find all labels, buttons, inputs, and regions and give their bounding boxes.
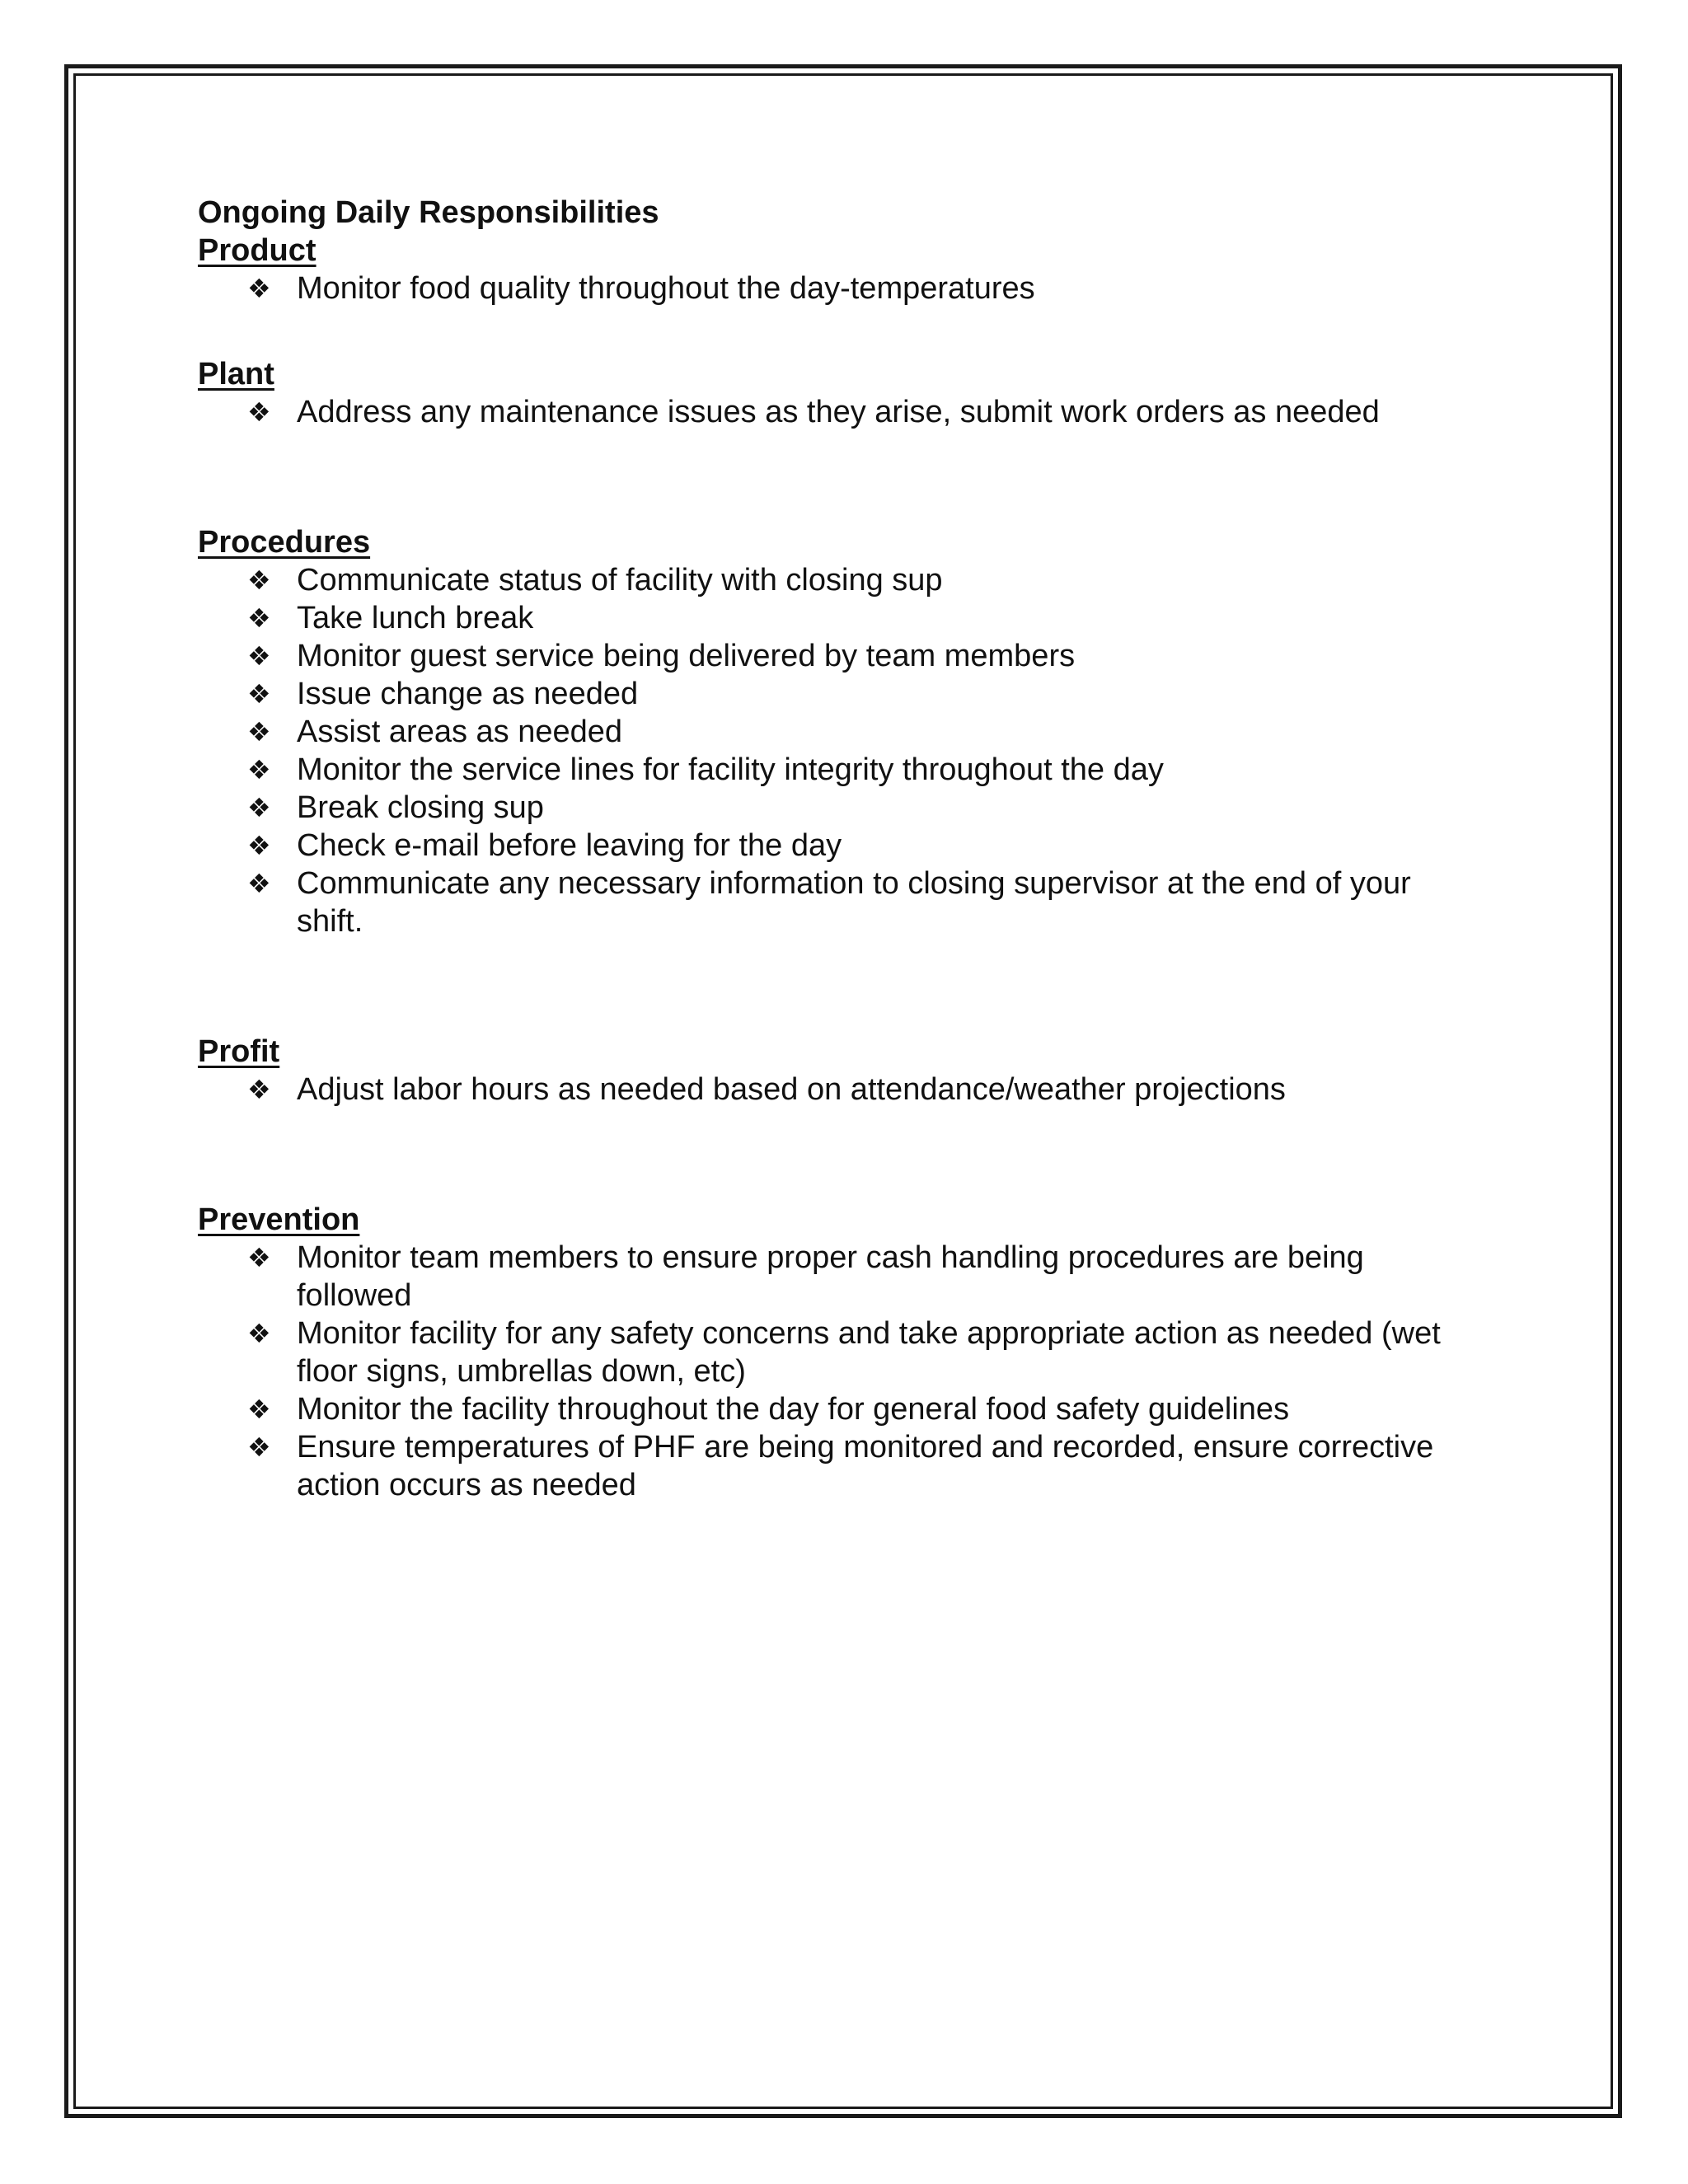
prevention-list (198, 1239, 1484, 1504)
procedures-list (198, 561, 1484, 940)
section-heading-profit: Profit (198, 1034, 280, 1069)
product-list (198, 269, 1484, 307)
list-item: ❖ Issue change as needed (247, 677, 639, 711)
list-item: ❖ Take lunch break (247, 601, 534, 635)
list-item: ❖ Communicate any necessary information to closing supervisor at the end of your shift. (247, 866, 1411, 939)
diamond-bullet-icon: ❖ (247, 830, 271, 861)
profit-list (198, 1071, 1484, 1108)
section-heading-prevention: Prevention (198, 1202, 360, 1237)
section-heading-plant: Plant (198, 357, 274, 391)
list-item: ❖ Monitor the facility throughout the day for general food safety guidelines (247, 1392, 1290, 1427)
document-body (198, 194, 1484, 1504)
diamond-bullet-icon: ❖ (247, 868, 271, 899)
document-title: Ongoing Daily Responsibilities (198, 195, 659, 230)
diamond-bullet-icon: ❖ (247, 602, 271, 634)
list-item: ❖ Adjust labor hours as needed based on attendance/weather projections (247, 1072, 1286, 1107)
list-item: ❖ Monitor facility for any safety concerns and take appropriate action as needed (wet floor signs, umbrellas down, etc) (247, 1316, 1441, 1389)
diamond-bullet-icon: ❖ (247, 1074, 271, 1105)
section-heading-procedures: Procedures (198, 525, 371, 560)
list-item: ❖ Ensure temperatures of PHF are being monitored and recorded, ensure corrective action occurs as needed (247, 1430, 1434, 1502)
list-item: ❖ Monitor food quality throughout the day-temperatures (247, 271, 1035, 306)
diamond-bullet-icon: ❖ (247, 273, 271, 304)
list-item: ❖ Break closing sup (247, 790, 544, 825)
diamond-bullet-icon: ❖ (247, 792, 271, 823)
list-item: ❖ Assist areas as needed (247, 715, 623, 749)
diamond-bullet-icon: ❖ (247, 754, 271, 785)
plant-list (198, 393, 1484, 431)
list-item: ❖ Monitor guest service being delivered by team members (247, 639, 1076, 673)
diamond-bullet-icon: ❖ (247, 716, 271, 748)
diamond-bullet-icon: ❖ (247, 678, 271, 710)
list-item: ❖ Check e-mail before leaving for the day (247, 828, 842, 863)
list-item: ❖ Monitor the service lines for facility integrity throughout the day (247, 752, 1164, 787)
diamond-bullet-icon: ❖ (247, 1394, 271, 1425)
section-heading-product: Product (198, 233, 316, 268)
diamond-bullet-icon: ❖ (247, 1432, 271, 1463)
list-item: ❖ Address any maintenance issues as they arise, submit work orders as needed (247, 395, 1380, 429)
diamond-bullet-icon: ❖ (247, 396, 271, 428)
diamond-bullet-icon: ❖ (247, 565, 271, 596)
list-item: ❖ Monitor team members to ensure proper cash handling procedures are being followed (247, 1240, 1364, 1313)
list-item: ❖ Communicate status of facility with closing sup (247, 563, 943, 598)
diamond-bullet-icon: ❖ (247, 1242, 271, 1273)
diamond-bullet-icon: ❖ (247, 1318, 271, 1349)
diamond-bullet-icon: ❖ (247, 640, 271, 672)
